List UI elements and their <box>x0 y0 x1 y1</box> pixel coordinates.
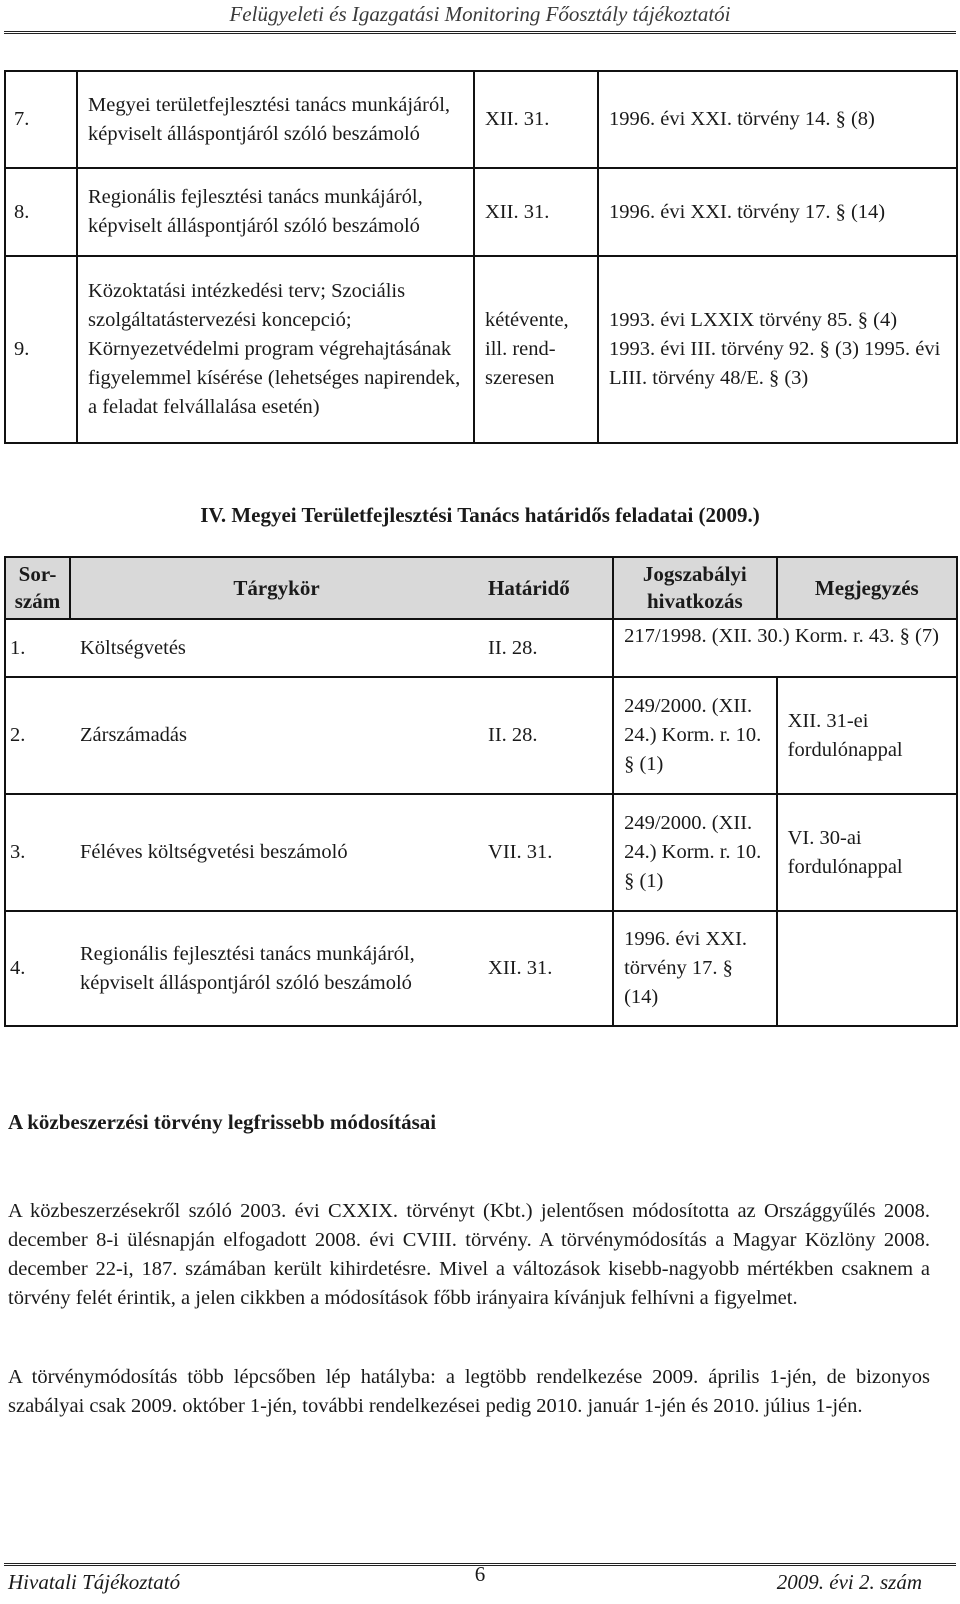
row-number: 2. <box>5 677 70 794</box>
page-number: 6 <box>474 1562 486 1586</box>
subject-cell: Regionális fejlesztési tanács munkájáról, képviselt álláspontjáról szóló beszámoló <box>70 911 482 1026</box>
header-subject: Tárgykör <box>70 557 482 619</box>
subject-cell: Megyei területfejlesztési tanács munkájáról, képviselt álláspontjáról szóló beszámoló <box>77 71 474 168</box>
law-reference-cell: 1993. évi LXXIX törvény 85. § (4) 1993. évi III. törvény 92. § (3) 1995. évi LIII. törvény 48/E. § (3) <box>598 256 957 443</box>
law-reference-cell: 217/1998. (XII. 30.) Korm. r. 43. § (7) <box>613 619 957 677</box>
row-number: 4. <box>5 911 70 1026</box>
row-number: 8. <box>5 168 77 256</box>
running-header: Felügyeleti és Igazgatási Monitoring Főosztály tájékoztatói <box>229 2 731 26</box>
row-number: 3. <box>5 794 70 911</box>
table-row <box>5 168 957 256</box>
deadline-cell: II. 28. <box>482 677 613 794</box>
table-row <box>5 256 957 443</box>
footer-publication: Hivatali Tájékoztató <box>8 1570 181 1594</box>
deadline-cell: XII. 31. <box>474 71 598 168</box>
table-row <box>5 71 957 168</box>
deadline-cell: XII. 31. <box>474 168 598 256</box>
law-reference-cell: 1996. évi XXI. törvény 14. § (8) <box>598 71 957 168</box>
section-title: IV. Megyei Területfejlesztési Tanács határidős feladatai (2009.) <box>200 503 760 527</box>
deadline-cell: kétévente, ill. rend-szeresen <box>474 256 598 443</box>
table-row <box>5 794 957 911</box>
subject-cell: Zárszámadás <box>70 677 482 794</box>
table-header-row <box>5 557 957 619</box>
row-number: 1. <box>5 619 70 677</box>
paragraph: A törvénymódosítás több lépcsőben lép hatályba: a legtöbb rendelkezése 2009. április 1-jén, de bizonyos szabályai csak 2009. október 1-jén, további rendelkezései pedig 2010. január 1-jén és 2010. július 1-jén. <box>8 1366 930 1417</box>
header-rule <box>4 31 956 34</box>
subject-cell: Közoktatási intézkedési terv; Szociális szolgáltatástervezési koncepció; Környezetvédelmi program végrehajtásának figyelemmel kísérése (lehetséges napirendek, a feladat felvállalása esetén) <box>77 256 474 443</box>
row-number: 7. <box>5 71 77 168</box>
deadline-cell: XII. 31. <box>482 911 613 1026</box>
header-no: Sor-szám <box>5 557 70 619</box>
footer-issue: 2009. évi 2. szám <box>776 1570 922 1594</box>
law-reference-cell: 1996. évi XXI. törvény 17. § (14) <box>598 168 957 256</box>
article-title: A közbeszerzési törvény legfrissebb módosításai <box>8 1110 437 1134</box>
subject-cell: Költségvetés <box>70 619 482 677</box>
law-reference-cell: 249/2000. (XII. 24.) Korm. r. 10. § (1) <box>613 794 777 911</box>
deadline-cell: II. 28. <box>482 619 613 677</box>
header-deadline: Határidő <box>482 557 613 619</box>
law-reference-cell: 249/2000. (XII. 24.) Korm. r. 10. § (1) <box>613 677 777 794</box>
table-row <box>5 911 957 1026</box>
header-note: Megjegyzés <box>777 557 957 619</box>
subject-cell: Regionális fejlesztési tanács munkájáról, képviselt álláspontjáról szóló beszámoló <box>77 168 474 256</box>
table-row <box>5 677 957 794</box>
note-cell: VI. 30-ai fordulónappal <box>777 794 957 911</box>
deadlines-table <box>4 556 958 1027</box>
note-cell: XII. 31-ei fordulónappal <box>777 677 957 794</box>
note-cell <box>777 911 957 1026</box>
paragraph: A közbeszerzésekről szóló 2003. évi CXXIX. törvényt (Kbt.) jelentősen módosította az Országgyűlés 2008. december 8-i ülésnapján elfogadott 2008. évi CVIII. törvény. A törvénymódosítás a Magyar Közlöny 2008. december 22-i, 187. számában került kihirdetésre. Mivel a változások kisebb-nagyobb mértékben csaknem a törvény felét érintik, a jelen cikkben a módosítások főbb irányaira kívánjuk felhívni a figyelmet. <box>8 1200 930 1309</box>
header-law-reference: Jogszabályi hivatkozás <box>613 557 777 619</box>
law-reference-cell: 1996. évi XXI. törvény 17. § (14) <box>613 911 777 1026</box>
table-row <box>5 619 957 677</box>
subject-cell: Féléves költségvetési beszámoló <box>70 794 482 911</box>
row-number: 9. <box>5 256 77 443</box>
duties-table-continued <box>4 70 958 444</box>
deadline-cell: VII. 31. <box>482 794 613 911</box>
